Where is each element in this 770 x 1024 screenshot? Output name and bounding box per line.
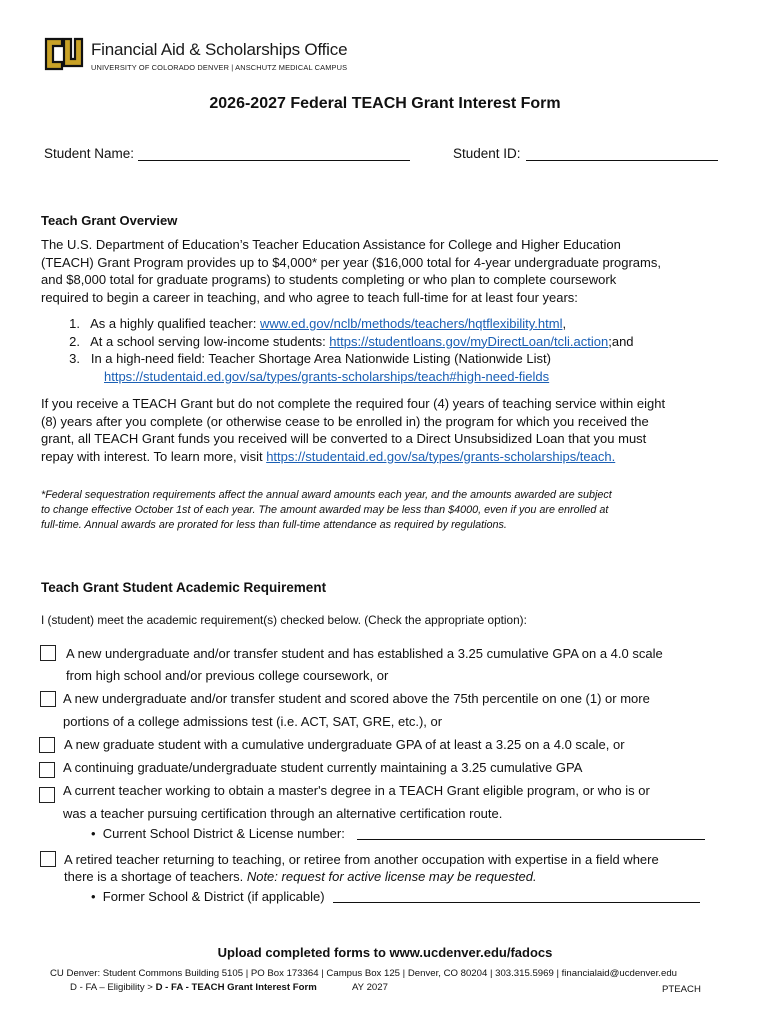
tcli-link[interactable]: https://studentloans.gov/myDirectLoan/tcli.action: [329, 333, 609, 349]
option-text-2: A new undergraduate and/or transfer student and scored above the 75th percentile on one (1) or more: [63, 691, 650, 706]
hqt-link[interactable]: www.ed.gov/nclb/methods/teachers/hqtflexibility.html: [259, 316, 563, 331]
overview-list: [60, 315, 634, 385]
bullet-item: • Current School District & License number:: [91, 826, 345, 841]
option-text-6: A retired teacher returning to teaching, or retiree from another occupation with expertise in a field where: [64, 852, 659, 867]
option-checkbox-1[interactable]: [40, 645, 56, 661]
student-name-label: Student Name:: [44, 146, 135, 161]
overview-heading: Teach Grant Overview: [41, 213, 178, 228]
teach-info-link[interactable]: https://studentaid.ed.gov/sa/types/grants-scholarships/teach.: [266, 448, 616, 464]
option-text-2b: portions of a college admissions test (i.e. ACT, SAT, GRE, etc.), or: [63, 714, 443, 729]
option-checkbox-2[interactable]: [40, 691, 56, 707]
option-text-6b: there is a shortage of teachers. Note: request for active license may be requested.: [64, 869, 537, 884]
license-number-field[interactable]: [357, 839, 705, 840]
bullet-item: • Former School & District (if applicable): [91, 889, 325, 904]
high-need-fields-link[interactable]: https://studentaid.ed.gov/sa/types/grants-scholarships/teach#high-need-fields: [104, 368, 550, 384]
option-text-5b: was a teacher pursuing certification through an alternative certification route.: [63, 806, 503, 821]
conversion-paragraph: If you receive a TEACH Grant but do not complete the required four (4) years of teaching service within eight (8) years after you complete (or otherwise cease to be enrolled in) the program for which you received the grant, all TEACH Grant funds you received will be converted to a Direct Unsubsidized Loan that you must repay with interest. To learn more, visit https://studentaid.ed.gov/sa/types/grants-scholarships/teach.: [41, 396, 666, 464]
office-name: Financial Aid & Scholarships Office: [91, 40, 348, 59]
footer-path: D - FA – Eligibility > D - FA - TEACH Grant Interest Form: [70, 982, 317, 993]
option-text-3: A new graduate student with a cumulative undergraduate GPA of at least a 3.25 on a 4.0 scale, or: [64, 737, 625, 752]
form-title: 2026-2027 Federal TEACH Grant Interest Form: [209, 95, 561, 112]
list-item: 2. At a school serving low-income students: https://studentloans.gov/myDirectLoan/tcli.action;and: [69, 333, 634, 349]
option-checkbox-3[interactable]: [39, 737, 55, 753]
list-item: 1. As a highly qualified teacher: www.ed.gov/nclb/methods/teachers/hqtflexibility.html,: [69, 316, 567, 331]
option-checkbox-5[interactable]: [39, 787, 55, 803]
former-district-field[interactable]: [333, 902, 700, 903]
requirement-instruction: I (student) meet the academic requirement(s) checked below. (Check the appropriate option):: [41, 613, 527, 627]
overview-intro: The U.S. Department of Education’s Teacher Education Assistance for College and Higher Education (TEACH) Grant Program provides up to $4,000* per year ($16,000 total for 4-year undergraduate programs, and $8,000 total for graduate programs) to students completing or who plan to complete coursework required to begin a career in teaching, and who agree to teach full-time for at least four years:: [41, 237, 661, 305]
option-checkbox-4[interactable]: [39, 762, 55, 778]
student-id-label: Student ID:: [453, 146, 521, 161]
footer-address: CU Denver: Student Commons Building 5105 | PO Box 173364 | Campus Box 125 | Denver, CO 80204 | 303.315.5969 | financialaid@ucdenver.edu: [50, 968, 677, 979]
footer-code: PTEACH: [662, 984, 701, 995]
sequestration-note: *Federal sequestration requirements affect the annual award amounts each year, and the amounts awarded are subject to change effective October 1st of each year. The amount awarded may be less than $4000, even if you are enrolled at full-time. Annual awards are prorated for less than full-time attendance as required by regulations.: [41, 489, 612, 531]
requirement-heading: Teach Grant Student Academic Requirement: [41, 580, 327, 595]
list-item: 3. In a high-need field: Teacher Shortage Area Nationwide Listing (Nationwide List): [69, 351, 551, 366]
upload-instruction: Upload completed forms to www.ucdenver.edu/fadocs: [217, 945, 553, 960]
option-text-1b: from high school and/or previous college coursework, or: [66, 668, 389, 683]
footer-year: AY 2027: [352, 982, 388, 993]
option-text-4: A continuing graduate/undergraduate student currently maintaining a 3.25 cumulative GPA: [63, 760, 583, 775]
option-text-5: A current teacher working to obtain a master's degree in a TEACH Grant eligible program, or who is or: [63, 783, 650, 798]
option-checkbox-6[interactable]: [40, 851, 56, 867]
university-line: UNIVERSITY OF COLORADO DENVER | ANSCHUTZ MEDICAL CAMPUS: [91, 63, 348, 72]
option-text-1: A new undergraduate and/or transfer student and has established a 3.25 cumulative GPA on a 4.0 scale: [66, 646, 663, 661]
student-id-field[interactable]: [526, 160, 718, 161]
student-name-field[interactable]: [138, 160, 410, 161]
cu-logo-icon: [44, 35, 84, 73]
